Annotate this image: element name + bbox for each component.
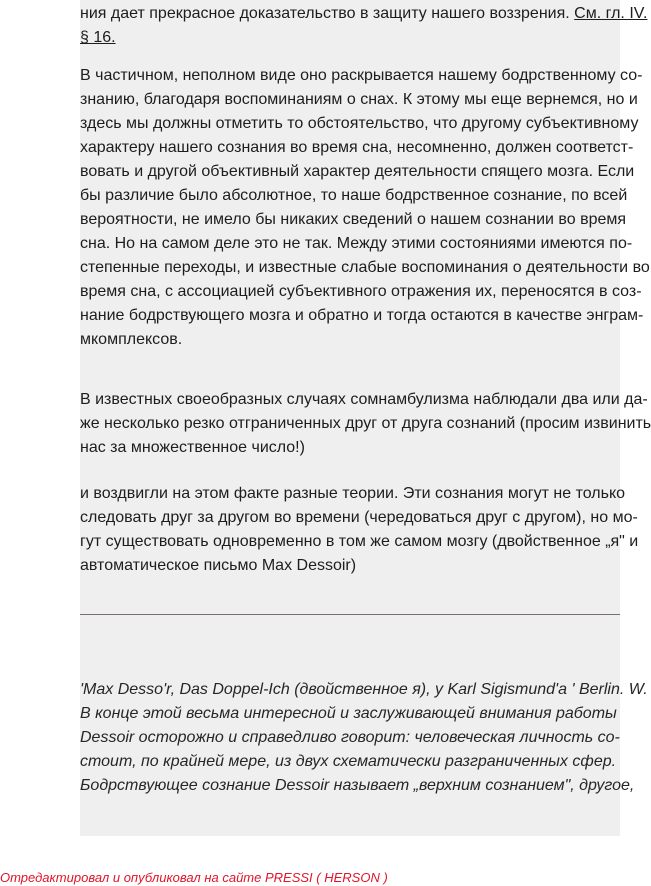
paragraph-4-line: и воздвигли на этом факте разные теории. Эти сознания могут не только <box>80 485 626 502</box>
section-reference-link[interactable]: § 16. <box>80 29 116 46</box>
paragraph-2-line: бы различие было абсолютное, то наше бодрственное сознание, по всей <box>80 187 628 204</box>
paragraph-1 <box>80 2 648 50</box>
paragraph-4-line: гут существовать одновременно в том же самом мозгу (двойственное „я" и <box>80 533 639 550</box>
footnote-line: В конце этой весьма интересной и заслуживающей внимания работы <box>80 705 617 722</box>
chapter-reference-link[interactable]: См. гл. IV. <box>574 5 648 22</box>
paragraph-3-line: же несколько резко отграниченных друг от друга сознаний (просим извинить <box>80 415 651 432</box>
paragraph-2-line: вовать и другой объективный характер деятельности спящего мозга. Если <box>80 163 635 180</box>
footnote-divider <box>80 614 620 615</box>
paragraph-4-line: автоматическое письмо Max Dessoir) <box>80 557 357 574</box>
footer-credit: Отредактировал и опубликовал на сайте PRESSI ( HERSON ) <box>0 870 388 885</box>
footnote-line: стоит, по крайней мере, из двух схематически разграниченных сфер. <box>80 753 617 770</box>
paragraph-2-line: здесь мы должны отметить то обстоятельство, что другому субъективному <box>80 115 639 132</box>
paragraph-2-line: время сна, с ассоциацией субъективного отражения их, переносятся в соз- <box>80 283 642 300</box>
paragraph-1-line-2 <box>80 26 614 50</box>
paragraph-3-line: нас за множественное число!) <box>80 439 305 456</box>
paragraph-2-line: характеру нашего сознания во время сна, несомненно, должен соответст- <box>80 139 634 156</box>
paragraph-2-line: сна. Но на самом деле это не так. Между этими состояниями имеются по- <box>80 235 633 252</box>
paragraph-4 <box>80 482 639 578</box>
paragraph-2-line: В частичном, неполном виде оно раскрывается нашему бодрственному со- <box>80 67 643 84</box>
paragraph-2-line: мкомплексов. <box>80 331 183 348</box>
paragraph-2-line: нание бодрствующего мозга и обратно и тогда остаются в качестве энграм- <box>80 307 644 324</box>
paragraph-4-line: следовать друг за другом во времени (чередоваться друг с другом), но мо- <box>80 509 638 526</box>
footnote-line: 'Max Desso'r, Das Doppel-Ich (двойственное я), у Karl Sigismund'a ' Berlin. W. <box>80 681 648 698</box>
footnote-line: Бодрствующее сознание Dessoir называет „верхним сознанием", другое, <box>80 777 635 794</box>
paragraph-3 <box>80 388 651 460</box>
paragraph-2-line: знанию, благодаря воспоминаниям о снах. К этому мы еще вернемся, но и <box>80 91 638 108</box>
paragraph-2 <box>80 64 650 352</box>
footnote <box>80 678 648 798</box>
paragraph-2-line: вероятности, не имело бы никаких сведений о нашем сознании во время <box>80 211 627 228</box>
paragraph-1-line-1 <box>80 2 648 26</box>
paragraph-1-text: ния дает прекрасное доказательство в защиту нашего воззрения. <box>80 5 570 22</box>
paragraph-2-line: степенные переходы, и известные слабые воспоминания о деятельности во <box>80 259 650 276</box>
footnote-line: Dessoir осторожно и справедливо говорит: человеческая личность со- <box>80 729 620 746</box>
paragraph-3-line: В известных своеобразных случаях сомнамбулизма наблюдали два или да- <box>80 391 648 408</box>
